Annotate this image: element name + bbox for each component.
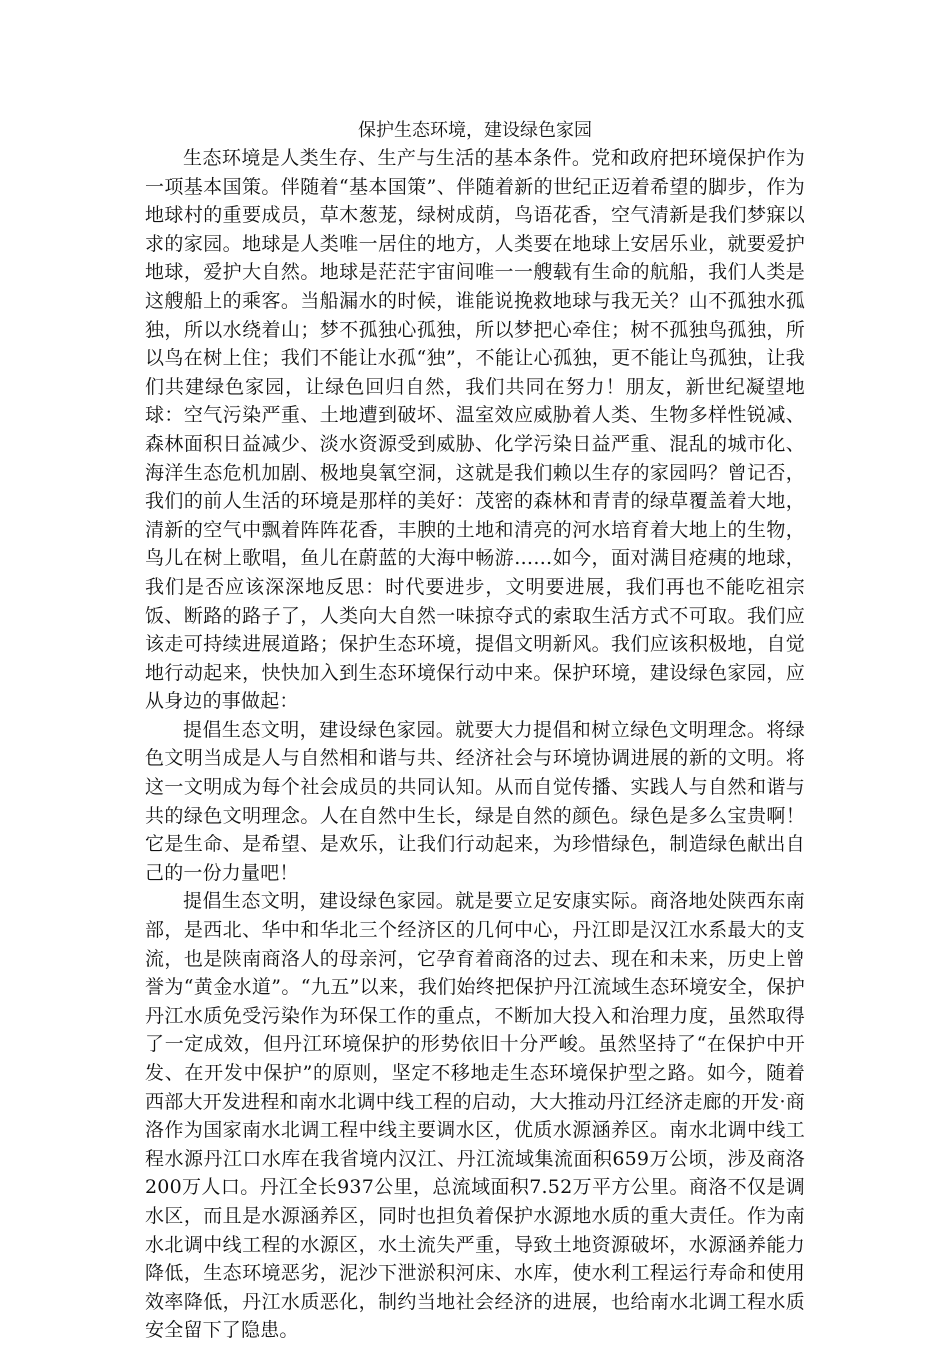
paragraph-intro: 生态环境是人类生存、生产与生活的基本条件。党和政府把环境保护作为一项基本国策。伴随着“基本国策”、伴随着新的世纪正迈着希望的脚步，作为地球村的重要成员，草木葱茏，绿树成荫，鸟语花香，空气清新是我们梦寐以求的家园。地球是人类唯一居住的地方，人类要在地球上安居乐业，就要爱护地球，爱护大自然。地球是茫茫宇宙间唯一一艘载有生命的航船，我们人类是这艘船上的乘客。当船漏水的时候，谁能说挽救地球与我无关？山不孤独水孤独，所以水绕着山；梦不孤独心孤独，所以梦把心牵住；树不孤独鸟孤独，所以鸟在树上住；我们不能让水孤“独”，不能让心孤独，更不能让鸟孤独，让我们共建绿色家园，让绿色回归自然，我们共同在努力！朋友，新世纪凝望地球：空气污染严重、土地遭到破坏、温室效应威胁着人类、生物多样性锐减、森林面积日益减少、淡水资源受到威胁、化学污染日益严重、混乱的城市化、海洋生态危机加剧、极地臭氧空洞，这就是我们赖以生存的家园吗？曾记否，我们的前人生活的环境是那样的美好：茂密的森林和青青的绿草覆盖着大地，清新的空气中飘着阵阵花香，丰腴的土地和清亮的河水培育着大地上的生物，鸟儿在树上歌唱，鱼儿在蔚蓝的大海中畅游……如今，面对满目疮痍的地球，我们是否应该深深地反思：时代要进步，文明要进展，我们再也不能吃祖宗饭、断路的路子了，人类向大自然一味掠夺式的索取生活方式不可取。我们应该走可持续进展道路；保护生态环境，提倡文明新风。我们应该积极地，自觉地行动起来，快快加入到生态环境保行动中来。保护环境，建设绿色家园，应从身边的事做起： [145, 147, 805, 713]
document-title: 保护生态环境，建设绿色家园 [358, 120, 592, 141]
paragraph-green-civilization: 提倡生态文明，建设绿色家园。就要大力提倡和树立绿色文明理念。将绿色文明当成是人与自然相和谐与共、经济社会与环境协调进展的新的文明。将这一文明成为每个社会成员的共同认知。从而自觉传播、实践人与自然和谐与共的绿色文明理念。人在自然中生长，绿是自然的颜色。绿色是多么宝贵啊！它是生命、是希望、是欢乐，让我们行动起来，为珍惜绿色，制造绿色献出自己的一份力量吧！ [145, 718, 805, 884]
document-page [145, 118, 805, 1345]
paragraph-shangluo: 提倡生态文明，建设绿色家园。就是要立足安康实际。商洛地处陕西东南部，是西北、华中和华北三个经济区的几何中心，丹江即是汉江水系最大的支流，也是陕南商洛人的母亲河，它孕育着商洛的过去、现在和未来，历史上曾誉为“黄金水道”。“九五”以来，我们始终把保护丹江流域生态环境安全，保护丹江水质免受污染作为环保工作的重点，不断加大投入和治理力度，虽然取得了一定成效，但丹江环境保护的形势依旧十分严峻。虽然坚持了“在保护中开发、在开发中保护”的原则，坚定不移地走生态环境保护型之路。如今，随着西部大开发进程和南水北调中线工程的启动，大大推动丹江经济走廊的开发·商洛作为国家南水北调工程中线主要调水区，优质水源涵养区。南水北调中线工程水源丹江口水库在我省境内汉江、丹江流域集流面积659万公顷，涉及商洛200万人口。丹江全长937公里，总流域面积7.52万平方公里。商洛不仅是调水区，而且是水源涵养区，同时也担负着保护水源地水质的重大责任。作为南水北调中线工程的水源区，水土流失严重，导致土地资源破坏，水源涵养能力降低，生态环境恶劣，泥沙下泄淤积河床、水库，使水利工程运行寿命和使用效率降低，丹江水质恶化，制约当地社会经济的进展，也给南水北调工程水质安全留下了隐患。 [145, 890, 805, 1342]
